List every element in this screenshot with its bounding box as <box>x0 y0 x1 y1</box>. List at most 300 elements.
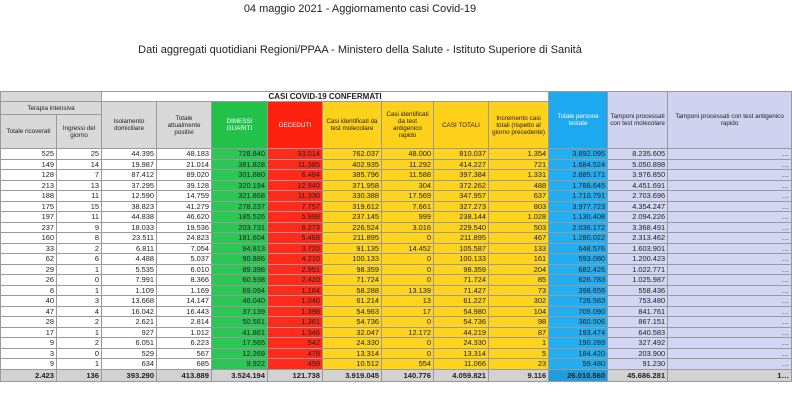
cell-ingressi: 0 <box>57 275 102 286</box>
cell-tamponi-antigenico: … <box>668 159 792 170</box>
cell-ingressi: 15 <box>57 201 102 212</box>
table-row <box>1 233 792 244</box>
cell-testate: 59.480 <box>549 359 608 370</box>
cell-deceduti: 11.385 <box>268 159 323 170</box>
col-header-totale-ricoverati: Totale ricoverati <box>1 115 57 149</box>
cell-tamponi-antigenico: … <box>668 201 792 212</box>
cell-deceduti: 6.484 <box>268 170 323 181</box>
cell-positivi: 1.169 <box>157 285 212 296</box>
intensive-care-group-header: Terapia intensiva <box>1 102 102 115</box>
cell-ricoverati: 188 <box>1 191 57 202</box>
cell-tamponi-antigenico: … <box>668 222 792 233</box>
cell-tamponi-antigenico: … <box>668 275 792 286</box>
cell-positivi: 8.366 <box>157 275 212 286</box>
cell-guariti: 89.398 <box>212 264 268 275</box>
cell-incremento: 302 <box>489 296 549 307</box>
report-title: 04 maggio 2021 - Aggiornamento casi Covid-19 <box>243 3 477 15</box>
cell-isolamento: 38.823 <box>102 201 157 212</box>
total-antigenico: 140.776 <box>382 369 434 381</box>
cell-testate: 726.583 <box>549 296 608 307</box>
cell-casi-totali: 71.724 <box>434 275 489 286</box>
cell-isolamento: 6.051 <box>102 338 157 349</box>
cell-ricoverati: 6 <box>1 285 57 296</box>
table-row <box>1 338 792 349</box>
total-tamponi-antigenico: 1… <box>668 369 792 381</box>
table-row <box>1 275 792 286</box>
cell-antigenico: 17.569 <box>382 191 434 202</box>
cell-casi-totali: 810.037 <box>434 149 489 160</box>
cell-testate: 3.977.723 <box>549 201 608 212</box>
cell-deceduti: 5.468 <box>268 233 323 244</box>
cell-antigenico: 11.588 <box>382 170 434 181</box>
cell-casi-totali: 211.895 <box>434 233 489 244</box>
cell-ricoverati: 213 <box>1 180 57 191</box>
table-row <box>1 201 792 212</box>
cell-casi-totali: 327.273 <box>434 201 489 212</box>
cell-ricoverati: 62 <box>1 254 57 265</box>
table-row <box>1 359 792 370</box>
cell-molecolare: 91.135 <box>323 243 382 254</box>
cell-deceduti: 12.940 <box>268 180 323 191</box>
cell-ingressi: 3 <box>57 296 102 307</box>
cell-antigenico: 17 <box>382 306 434 317</box>
cell-casi-totali: 347.957 <box>434 191 489 202</box>
cell-ricoverati: 3 <box>1 348 57 359</box>
cell-positivi: 46.620 <box>157 212 212 223</box>
cell-incremento: 467 <box>489 233 549 244</box>
cell-antigenico: 11.292 <box>382 159 434 170</box>
totals-row <box>1 369 792 381</box>
cell-tamponi-antigenico: … <box>668 233 792 244</box>
cell-molecolare: 402.935 <box>323 159 382 170</box>
cell-molecolare: 54.963 <box>323 306 382 317</box>
cell-testate: 593.080 <box>549 254 608 265</box>
col-header-molecolare: Casi identificati da test molecolare <box>323 102 382 149</box>
cell-casi-totali: 238.144 <box>434 212 489 223</box>
cell-molecolare: 98.359 <box>323 264 382 275</box>
table-row <box>1 254 792 265</box>
cell-ingressi: 14 <box>57 159 102 170</box>
cell-casi-totali: 229.540 <box>434 222 489 233</box>
col-header-guariti: DIMESSI GUARITI <box>212 102 268 149</box>
cell-testate: 190.289 <box>549 338 608 349</box>
col-header-deceduti: DECEDUTI <box>268 102 323 149</box>
cell-incremento: 1 <box>489 338 549 349</box>
cell-incremento: 133 <box>489 243 549 254</box>
cell-casi-totali: 105.587 <box>434 243 489 254</box>
col-header-antigenico: Casi identificati da test antigenico rapido <box>382 102 434 149</box>
cell-positivi: 48.183 <box>157 149 212 160</box>
cell-molecolare: 13.314 <box>323 348 382 359</box>
cell-testate: 648.576 <box>549 243 608 254</box>
cell-tamponi-antigenico: … <box>668 254 792 265</box>
cell-incremento: 721 <box>489 159 549 170</box>
cell-isolamento: 44.395 <box>102 149 157 160</box>
cell-isolamento: 927 <box>102 327 157 338</box>
table-row <box>1 306 792 317</box>
cell-tamponi-molecolare: 2.094.226 <box>608 212 668 223</box>
cell-guariti: 9.922 <box>212 359 268 370</box>
cell-testate: 705.090 <box>549 306 608 317</box>
cell-positivi: 1.012 <box>157 327 212 338</box>
cell-testate: 2.036.172 <box>549 222 608 233</box>
cell-tamponi-molecolare: 3.976.850 <box>608 170 668 181</box>
cell-isolamento: 1.109 <box>102 285 157 296</box>
cell-tamponi-molecolare: 5.050.898 <box>608 159 668 170</box>
cell-ricoverati: 9 <box>1 338 57 349</box>
cell-antigenico: 3.016 <box>382 222 434 233</box>
cell-incremento: 73 <box>489 285 549 296</box>
cell-incremento: 1.028 <box>489 212 549 223</box>
cell-positivi: 14.147 <box>157 296 212 307</box>
cell-tamponi-antigenico: … <box>668 327 792 338</box>
table-row <box>1 222 792 233</box>
cell-molecolare: 71.724 <box>323 275 382 286</box>
cell-positivi: 567 <box>157 348 212 359</box>
cell-ricoverati: 175 <box>1 201 57 212</box>
cell-isolamento: 12.590 <box>102 191 157 202</box>
cell-incremento: 98 <box>489 317 549 328</box>
cell-tamponi-antigenico: … <box>668 359 792 370</box>
cell-deceduti: 11.330 <box>268 191 323 202</box>
table-row <box>1 327 792 338</box>
cell-casi-totali: 44.219 <box>434 327 489 338</box>
cell-deceduti: 4.210 <box>268 254 323 265</box>
cell-guariti: 41.861 <box>212 327 268 338</box>
cell-deceduti: 1.164 <box>268 285 323 296</box>
cell-tamponi-antigenico: … <box>668 149 792 160</box>
cell-guariti: 46.040 <box>212 296 268 307</box>
total-positivi: 413.889 <box>157 369 212 381</box>
cell-tamponi-molecolare: 327.492 <box>608 338 668 349</box>
cell-casi-totali: 397.384 <box>434 170 489 181</box>
cell-positivi: 21.014 <box>157 159 212 170</box>
cell-testate: 184.420 <box>549 348 608 359</box>
cell-molecolare: 58.288 <box>323 285 382 296</box>
cell-casi-totali: 98.359 <box>434 264 489 275</box>
cell-isolamento: 23.511 <box>102 233 157 244</box>
cell-positivi: 7.054 <box>157 243 212 254</box>
cell-antigenico: 0 <box>382 348 434 359</box>
cell-testate: 1.684.524 <box>549 159 608 170</box>
cell-incremento: 87 <box>489 327 549 338</box>
cell-deceduti: 7.757 <box>268 201 323 212</box>
cell-ingressi: 1 <box>57 285 102 296</box>
cell-ingressi: 1 <box>57 359 102 370</box>
cell-isolamento: 4.488 <box>102 254 157 265</box>
cell-ricoverati: 33 <box>1 243 57 254</box>
cell-guariti: 12.269 <box>212 348 268 359</box>
cell-ricoverati: 237 <box>1 222 57 233</box>
cell-isolamento: 87.412 <box>102 170 157 181</box>
cell-ingressi: 6 <box>57 254 102 265</box>
cell-ricoverati: 197 <box>1 212 57 223</box>
cell-molecolare: 10.512 <box>323 359 382 370</box>
cell-tamponi-molecolare: 1.025.987 <box>608 275 668 286</box>
table-row <box>1 170 792 181</box>
cell-tamponi-molecolare: 1.200.423 <box>608 254 668 265</box>
cell-ingressi: 1 <box>57 327 102 338</box>
cell-positivi: 19.536 <box>157 222 212 233</box>
cell-molecolare: 54.736 <box>323 317 382 328</box>
cell-positivi: 685 <box>157 359 212 370</box>
table-row <box>1 191 792 202</box>
cell-tamponi-antigenico: … <box>668 212 792 223</box>
cell-ingressi: 8 <box>57 233 102 244</box>
table-row <box>1 159 792 170</box>
cell-positivi: 41.279 <box>157 201 212 212</box>
total-tamponi-molecolare: 45.686.281 <box>608 369 668 381</box>
cell-tamponi-molecolare: 1.603.901 <box>608 243 668 254</box>
cell-guariti: 301.880 <box>212 170 268 181</box>
cell-tamponi-antigenico: … <box>668 296 792 307</box>
cell-ingressi: 2 <box>57 317 102 328</box>
table-row <box>1 296 792 307</box>
cell-casi-totali: 61.227 <box>434 296 489 307</box>
cell-antigenico: 0 <box>382 317 434 328</box>
col-header-tamponi-molecolare: Tamponi processati con test molecolare <box>608 92 668 149</box>
cell-ricoverati: 28 <box>1 317 57 328</box>
cell-tamponi-molecolare: 753.480 <box>608 296 668 307</box>
cell-ricoverati: 525 <box>1 149 57 160</box>
cell-molecolare: 61.214 <box>323 296 382 307</box>
cell-molecolare: 319.612 <box>323 201 382 212</box>
cell-deceduti: 1.361 <box>268 317 323 328</box>
cell-positivi: 2.814 <box>157 317 212 328</box>
cell-positivi: 6.010 <box>157 264 212 275</box>
cell-incremento: 1.354 <box>489 149 549 160</box>
cell-molecolare: 762.037 <box>323 149 382 160</box>
table-row <box>1 348 792 359</box>
cell-tamponi-molecolare: 640.583 <box>608 327 668 338</box>
cell-guariti: 181.604 <box>212 233 268 244</box>
empty-header-corner <box>1 92 102 102</box>
cell-deceduti: 2.420 <box>268 275 323 286</box>
cell-antigenico: 554 <box>382 359 434 370</box>
cell-testate: 360.506 <box>549 317 608 328</box>
cell-antigenico: 0 <box>382 254 434 265</box>
total-casi-totali: 4.059.821 <box>434 369 489 381</box>
cell-testate: 193.474 <box>549 327 608 338</box>
cell-guariti: 50.561 <box>212 317 268 328</box>
cell-ingressi: 11 <box>57 212 102 223</box>
cell-antigenico: 999 <box>382 212 434 223</box>
cell-deceduti: 2.951 <box>268 264 323 275</box>
cell-antigenico: 0 <box>382 338 434 349</box>
cell-testate: 1.788.645 <box>549 180 608 191</box>
cell-ricoverati: 40 <box>1 296 57 307</box>
cell-incremento: 23 <box>489 359 549 370</box>
total-testate: 26.010.560 <box>549 369 608 381</box>
cell-deceduti: 478 <box>268 348 323 359</box>
cell-incremento: 503 <box>489 222 549 233</box>
cell-ricoverati: 9 <box>1 359 57 370</box>
cell-isolamento: 18.033 <box>102 222 157 233</box>
cell-tamponi-antigenico: … <box>668 306 792 317</box>
cell-tamponi-antigenico: … <box>668 243 792 254</box>
table-row <box>1 264 792 275</box>
cell-ricoverati: 47 <box>1 306 57 317</box>
cell-molecolare: 211.895 <box>323 233 382 244</box>
col-header-ingressi: Ingressi del giorno <box>57 115 102 149</box>
cell-incremento: 5 <box>489 348 549 359</box>
cell-positivi: 89.020 <box>157 170 212 181</box>
cell-guariti: 17.565 <box>212 338 268 349</box>
cell-ingressi: 4 <box>57 306 102 317</box>
cell-guariti: 728.840 <box>212 149 268 160</box>
cell-testate: 3.892.095 <box>549 149 608 160</box>
cell-antigenico: 7.661 <box>382 201 434 212</box>
cell-ingressi: 9 <box>57 222 102 233</box>
cell-guariti: 185.526 <box>212 212 268 223</box>
cell-isolamento: 6.811 <box>102 243 157 254</box>
cell-tamponi-antigenico: … <box>668 317 792 328</box>
cell-casi-totali: 372.262 <box>434 180 489 191</box>
cell-isolamento: 5.535 <box>102 264 157 275</box>
cell-ricoverati: 26 <box>1 275 57 286</box>
cell-guariti: 381.828 <box>212 159 268 170</box>
cell-guariti: 278.237 <box>212 201 268 212</box>
cell-ricoverati: 149 <box>1 159 57 170</box>
cell-antigenico: 13.139 <box>382 285 434 296</box>
cell-deceduti: 5.998 <box>268 212 323 223</box>
cell-ingressi: 1 <box>57 264 102 275</box>
cell-casi-totali: 414.227 <box>434 159 489 170</box>
cell-deceduti: 6.273 <box>268 222 323 233</box>
cell-tamponi-antigenico: … <box>668 170 792 181</box>
cell-guariti: 94.813 <box>212 243 268 254</box>
cell-tamponi-antigenico: … <box>668 338 792 349</box>
report-subtitle: Dati aggregati quotidiani Regioni/PPAA - Ministero della Salute - Istituto Superiore di Sanità <box>138 44 582 56</box>
total-ricoverati: 2.423 <box>1 369 57 381</box>
cell-deceduti: 3.720 <box>268 243 323 254</box>
cell-testate: 682.426 <box>549 264 608 275</box>
cell-ingressi: 11 <box>57 191 102 202</box>
cell-guariti: 321.868 <box>212 191 268 202</box>
table-row <box>1 149 792 160</box>
cell-testate: 626.783 <box>549 275 608 286</box>
cell-tamponi-molecolare: 3.368.491 <box>608 222 668 233</box>
table-row <box>1 243 792 254</box>
col-header-casi-totali: CASI TOTALI <box>434 102 489 149</box>
cell-tamponi-molecolare: 2.703.696 <box>608 191 668 202</box>
cell-tamponi-antigenico: … <box>668 264 792 275</box>
col-header-incremento: Incremento casi totali (rispetto al giorno precedente) <box>489 102 549 149</box>
cell-incremento: 637 <box>489 191 549 202</box>
cell-antigenico: 0 <box>382 264 434 275</box>
cell-casi-totali: 54.736 <box>434 317 489 328</box>
total-guariti: 3.524.194 <box>212 369 268 381</box>
cell-guariti: 37.139 <box>212 306 268 317</box>
cell-guariti: 320.194 <box>212 180 268 191</box>
cell-tamponi-molecolare: 867.151 <box>608 317 668 328</box>
cell-molecolare: 100.133 <box>323 254 382 265</box>
cell-casi-totali: 11.066 <box>434 359 489 370</box>
cell-ingressi: 2 <box>57 243 102 254</box>
cell-antigenico: 0 <box>382 233 434 244</box>
cell-tamponi-antigenico: … <box>668 285 792 296</box>
cell-isolamento: 2.621 <box>102 317 157 328</box>
cell-incremento: 204 <box>489 264 549 275</box>
cell-incremento: 85 <box>489 275 549 286</box>
cell-casi-totali: 71.427 <box>434 285 489 296</box>
cell-molecolare: 371.958 <box>323 180 382 191</box>
cell-testate: 1.130.408 <box>549 212 608 223</box>
total-deceduti: 121.738 <box>268 369 323 381</box>
cell-tamponi-antigenico: … <box>668 191 792 202</box>
cell-tamponi-molecolare: 4.354.247 <box>608 201 668 212</box>
cell-incremento: 1.331 <box>489 170 549 181</box>
cell-deceduti: 1.346 <box>268 327 323 338</box>
cell-ricoverati: 17 <box>1 327 57 338</box>
cell-tamponi-molecolare: 8.235.605 <box>608 149 668 160</box>
cell-casi-totali: 13.314 <box>434 348 489 359</box>
cell-isolamento: 37.295 <box>102 180 157 191</box>
cell-antigenico: 0 <box>382 275 434 286</box>
col-header-tamponi-antigenico: Tamponi processati con test antigenico rapido <box>668 92 792 149</box>
cell-isolamento: 44.838 <box>102 212 157 223</box>
cell-molecolare: 237.145 <box>323 212 382 223</box>
cell-guariti: 203.731 <box>212 222 268 233</box>
cell-ingressi: 0 <box>57 348 102 359</box>
cell-deceduti: 1.398 <box>268 306 323 317</box>
cell-deceduti: 33.014 <box>268 149 323 160</box>
cell-positivi: 24.823 <box>157 233 212 244</box>
cell-tamponi-molecolare: 203.900 <box>608 348 668 359</box>
covid-data-table <box>0 91 790 403</box>
cell-incremento: 104 <box>489 306 549 317</box>
cell-isolamento: 529 <box>102 348 157 359</box>
total-isolamento: 393.290 <box>102 369 157 381</box>
cell-ricoverati: 128 <box>1 170 57 181</box>
cell-isolamento: 7.991 <box>102 275 157 286</box>
cell-guariti: 60.938 <box>212 275 268 286</box>
cell-isolamento: 16.042 <box>102 306 157 317</box>
cell-antigenico: 48.000 <box>382 149 434 160</box>
cell-tamponi-molecolare: 841.761 <box>608 306 668 317</box>
cell-ingressi: 25 <box>57 149 102 160</box>
cell-positivi: 14.759 <box>157 191 212 202</box>
cell-testate: 1.280.022 <box>549 233 608 244</box>
cell-tamponi-molecolare: 1.022.771 <box>608 264 668 275</box>
cell-incremento: 488 <box>489 180 549 191</box>
cell-positivi: 6.223 <box>157 338 212 349</box>
cell-testate: 2.885.171 <box>549 170 608 181</box>
cell-testate: 398.659 <box>549 285 608 296</box>
total-ingressi: 136 <box>57 369 102 381</box>
cell-antigenico: 12.172 <box>382 327 434 338</box>
cell-ricoverati: 29 <box>1 264 57 275</box>
cell-antigenico: 13 <box>382 296 434 307</box>
col-header-isolamento: Isolamento domiciliare <box>102 102 157 149</box>
cell-casi-totali: 100.133 <box>434 254 489 265</box>
cell-positivi: 39.128 <box>157 180 212 191</box>
cell-antigenico: 14.452 <box>382 243 434 254</box>
cell-ingressi: 13 <box>57 180 102 191</box>
cell-ingressi: 7 <box>57 170 102 181</box>
cell-positivi: 16.443 <box>157 306 212 317</box>
cell-guariti: 69.094 <box>212 285 268 296</box>
cell-molecolare: 24.330 <box>323 338 382 349</box>
cell-positivi: 5.037 <box>157 254 212 265</box>
cell-casi-totali: 24.330 <box>434 338 489 349</box>
cell-deceduti: 1.040 <box>268 296 323 307</box>
table-row <box>1 317 792 328</box>
cell-molecolare: 226.524 <box>323 222 382 233</box>
cell-tamponi-molecolare: 91.230 <box>608 359 668 370</box>
cell-antigenico: 304 <box>382 180 434 191</box>
cell-molecolare: 330.388 <box>323 191 382 202</box>
